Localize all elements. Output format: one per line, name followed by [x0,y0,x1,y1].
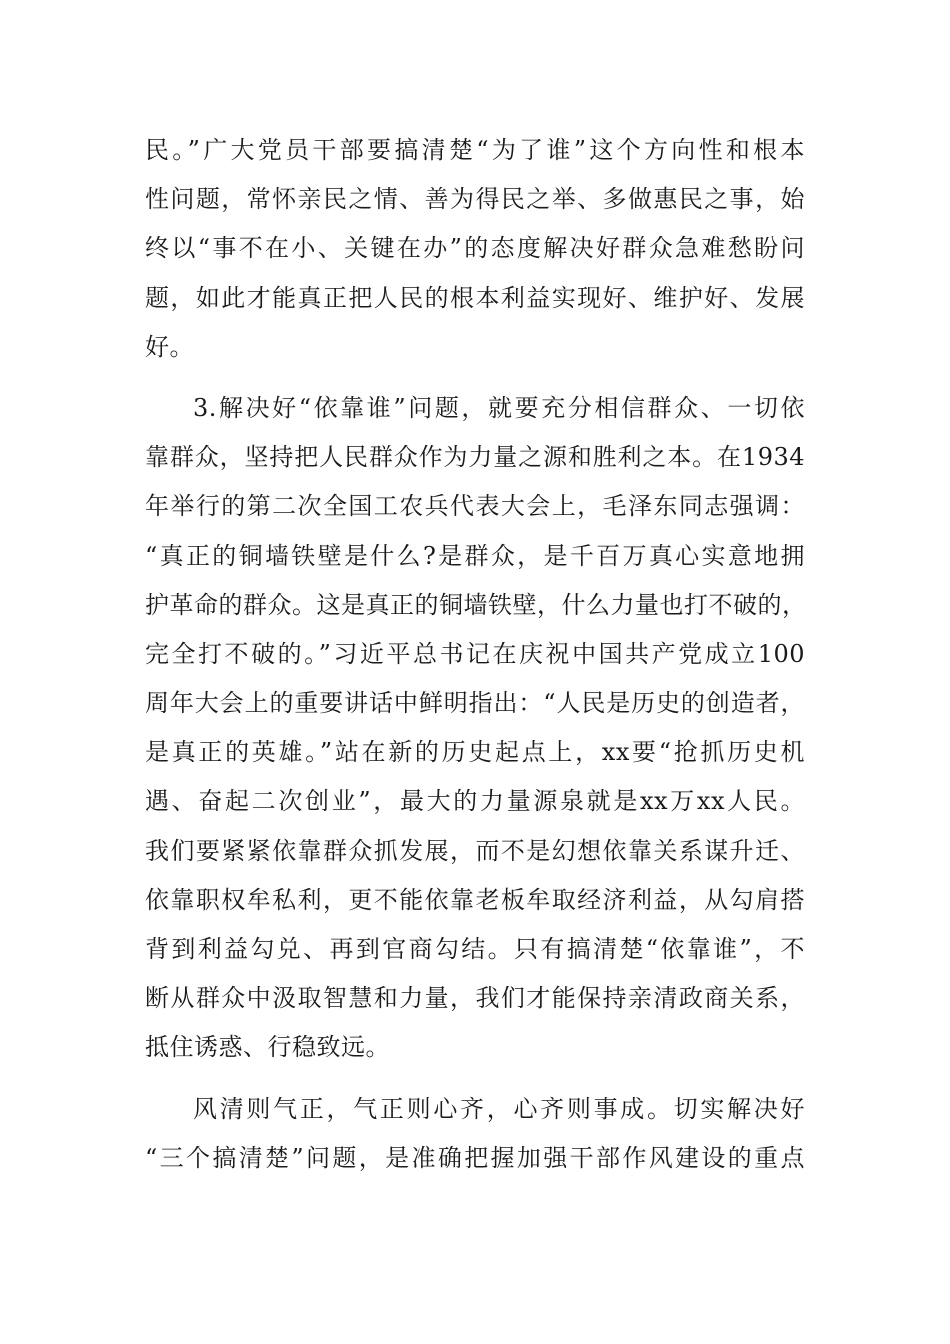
paragraph-line: 民。”广大党员干部要搞清楚“为了谁”这个方向性和根本 [145,136,805,164]
paragraph-line: “真正的铜墙铁壁是什么?是群众，是千百万真心实意地拥 [145,541,805,570]
paragraph-line: 性问题，常怀亲民之情、善为得民之举、多做惠民之事，始 [145,185,805,214]
paragraph-line: 我们要紧紧依靠群众抓发展，而不是幻想依靠关系谋升迁、 [145,836,805,865]
paragraph-line: 题，如此才能真正把人民的根本利益实现好、维护好、发展 [145,283,805,312]
paragraph-line: 周年大会上的重要讲话中鲜明指出：“人民是历史的创造者， [145,689,805,718]
paragraph-line: 靠群众，坚持把人民群众作为力量之源和胜利之本。在1934 [145,443,805,472]
paragraph-line: 抵住诱惑、行稳致远。 [145,1033,390,1062]
document-body [145,126,805,1183]
paragraph-line: 依靠职权牟私利，更不能依靠老板牟取经济利益，从勾肩搭 [145,885,805,914]
paragraph-spacer [145,372,805,384]
paragraph-line: 护革命的群众。这是真正的铜墙铁壁，什么力量也打不破的， [145,590,807,619]
paragraph-2 [145,384,805,1073]
paragraph-1 [145,126,805,372]
paragraph-line: 好。 [145,332,194,361]
paragraph-line: 完全打不破的。”习近平总书记在庆祝中国共产党成立100 [145,639,805,668]
paragraph-line: “三个搞清楚”问题，是准确把握加强干部作风建设的重点 [145,1143,805,1172]
paragraph-line: 3.解决好“依靠谁”问题，就要充分相信群众、一切依 [193,393,805,422]
paragraph-line: 断从群众中汲取智慧和力量，我们才能保持亲清政商关系， [145,984,805,1013]
paragraph-line: 终以“事不在小、关键在办”的态度解决好群众急难愁盼问 [145,234,805,263]
paragraph-line: 风清则气正，气正则心齐，心齐则事成。切实解决好 [193,1094,805,1123]
paragraph-line: 遇、奋起二次创业”，最大的力量源泉就是xx万xx人民。 [145,787,805,816]
paragraph-line: 年举行的第二次全国工农兵代表大会上，毛泽东同志强调： [145,492,805,521]
paragraph-line: 是真正的英雄。”站在新的历史起点上，xx要“抢抓历史机 [145,738,805,767]
paragraph-line: 背到利益勾兑、再到官商勾结。只有搞清楚“依靠谁”，不 [145,935,805,963]
paragraph-3 [145,1085,805,1183]
paragraph-spacer [145,1073,805,1085]
